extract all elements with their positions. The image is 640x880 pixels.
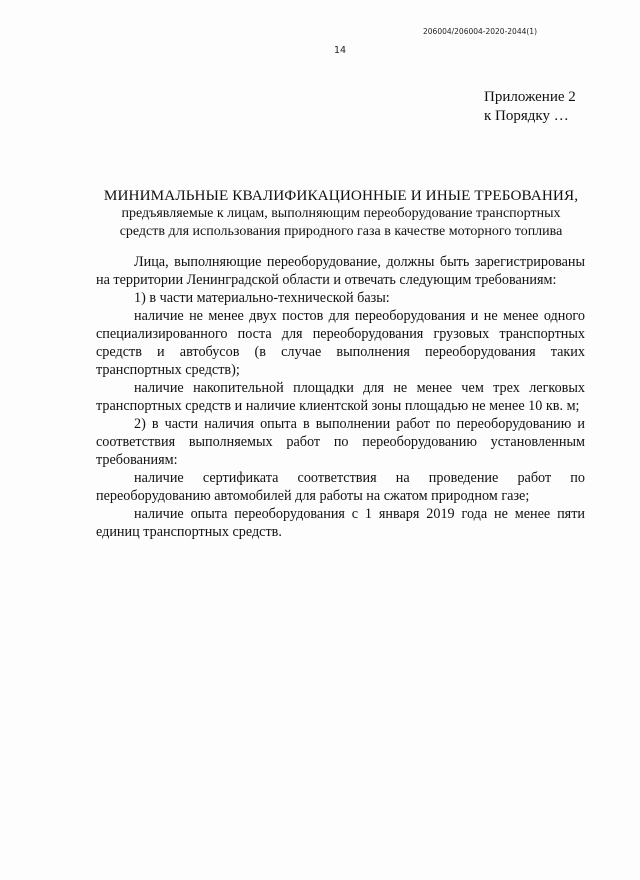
paragraph-experience: наличие опыта переоборудования с 1 января 2019 года не менее пяти единиц транспортных средств. bbox=[96, 506, 585, 540]
paragraph-posts: наличие не менее двух постов для переоборудования и не менее одного специализированного поста для переоборудования грузовых транспортных средств и автобусов (в случае выполнения переоборудования таких транспортных средств); bbox=[96, 308, 585, 378]
page-number: 14 bbox=[333, 45, 347, 56]
paragraph-intro: Лица, выполняющие переоборудование, должны быть зарегистрированы на территории Ленинградской области и отвечать следующим требованиям: bbox=[96, 254, 585, 288]
paragraph-certificate: наличие сертификата соответствия на проведение работ по переоборудованию автомобилей для работы на сжатом природном газе; bbox=[96, 470, 585, 504]
title-subtitle-line-1: предъявляемые к лицам, выполняющим переоборудование транспортных bbox=[121, 206, 561, 221]
document-title bbox=[96, 186, 586, 240]
appendix-line-2: к Порядку … bbox=[484, 108, 569, 124]
document-id: 206004/206004-2020-2044(1) bbox=[423, 27, 537, 36]
document-body bbox=[96, 253, 585, 541]
paragraph-item-1: 1) в части материально-технической базы: bbox=[134, 290, 390, 306]
paragraph-storage-area: наличие накопительной площадки для не менее чем трех легковых транспортных средств и наличие клиентской зоны площадью не менее 10 кв. м; bbox=[96, 380, 585, 414]
appendix-reference bbox=[484, 88, 576, 126]
title-subtitle-line-2: средств для использования природного газа в качестве моторного топлива bbox=[119, 223, 563, 239]
title-main: МИНИМАЛЬНЫЕ КВАЛИФИКАЦИОННЫЕ И ИНЫЕ ТРЕБОВАНИЯ, bbox=[103, 187, 579, 204]
paragraph-item-2: 2) в части наличия опыта в выполнении работ по переоборудованию и соответствия выполняемых работ по переоборудованию установленным требованиям: bbox=[96, 416, 585, 468]
appendix-line-1: Приложение 2 bbox=[484, 89, 576, 105]
